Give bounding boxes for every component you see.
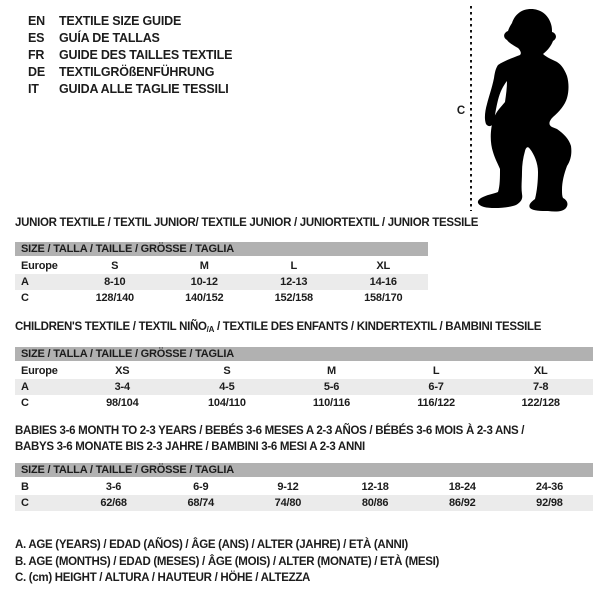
children-table-title xyxy=(15,319,541,338)
size-cell: XS xyxy=(115,365,130,377)
table-row xyxy=(15,479,593,495)
legend-line-a: A. AGE (YEARS) / EDAD (AÑOS) / ÂGE (ANS) / ALTER (JAHRE) / ETÀ (ANNI) xyxy=(15,539,408,551)
toddler-silhouette xyxy=(478,9,571,212)
language-code: EN xyxy=(28,14,45,28)
table-row xyxy=(15,290,428,306)
row-label: C xyxy=(21,292,29,304)
size-cell: M xyxy=(327,365,336,377)
age-cell: 3-4 xyxy=(114,381,130,393)
measurement-legend xyxy=(15,537,439,587)
table-row xyxy=(15,395,593,411)
babies-table-title xyxy=(15,423,524,455)
junior-size-table xyxy=(15,242,428,306)
height-cell: 116/122 xyxy=(417,397,455,409)
age-cell: 24-36 xyxy=(535,481,564,493)
height-cell: 104/110 xyxy=(208,397,246,409)
age-cell: 6-9 xyxy=(193,481,209,493)
row-label: A xyxy=(21,381,29,393)
row-label: C xyxy=(21,497,29,509)
language-code: DE xyxy=(28,65,45,79)
language-title: TEXTILGRÖßENFÜHRUNG xyxy=(59,65,215,79)
row-label: Europe xyxy=(21,260,58,272)
height-cell: 128/140 xyxy=(95,292,134,304)
age-cell: 6-7 xyxy=(428,381,444,393)
height-marker-label: C xyxy=(456,105,466,117)
table-row xyxy=(15,495,593,511)
size-cell: L xyxy=(290,260,298,272)
size-header-bar: SIZE / TALLA / TAILLE / GRÖSSE / TAGLIA xyxy=(15,463,593,477)
legend-line-b: B. AGE (MONTHS) / EDAD (MESES) / ÂGE (MOIS) / ALTER (MONATE) / ETÀ (MESI) xyxy=(15,555,440,568)
age-cell: 10-12 xyxy=(190,276,218,288)
age-cell: 14-16 xyxy=(369,276,397,288)
row-label: A xyxy=(21,276,29,288)
list-item xyxy=(28,64,232,81)
height-cell: 92/98 xyxy=(536,497,563,509)
height-cell: 122/128 xyxy=(521,397,560,409)
babies-size-table xyxy=(15,463,593,511)
size-cell: XL xyxy=(533,365,548,377)
babies-title-line1: BABIES 3-6 MONTH TO 2-3 YEARS / BEBÉS 3-6 MESES A 2-3 AÑOS / BÉBÉS 3-6 MOIS À 2-3 ANS / xyxy=(15,425,525,437)
size-cell: S xyxy=(223,365,231,377)
language-title: GUÍA DE TALLAS xyxy=(59,31,160,45)
row-label: Europe xyxy=(21,365,58,377)
age-cell: 7-8 xyxy=(533,381,549,393)
children-title-post: / TEXTILE DES ENFANTS / KINDERTEXTIL / BAMBINI TESSILE xyxy=(214,321,542,333)
children-title-sub: /A xyxy=(206,325,215,334)
size-cell: M xyxy=(199,260,209,272)
height-cell: 98/104 xyxy=(106,397,139,409)
toddler-silhouette-figure xyxy=(460,0,590,220)
age-cell: 3-6 xyxy=(105,481,122,493)
legend-line-c: C. (cm) HEIGHT / ALTURA / HAUTEUR / HÖHE / ALTEZZA xyxy=(15,572,311,584)
height-cell: 158/170 xyxy=(364,292,403,304)
size-cell: XL xyxy=(376,260,391,272)
language-code: IT xyxy=(28,82,39,96)
list-item xyxy=(28,30,232,47)
children-title-pre: CHILDREN'S TEXTILE / TEXTIL NIÑO xyxy=(15,321,207,333)
list-item xyxy=(28,47,232,64)
height-cell: 110/116 xyxy=(312,397,351,409)
children-size-table xyxy=(15,347,593,411)
age-cell: 8-10 xyxy=(104,276,126,288)
height-cell: 68/74 xyxy=(187,497,215,509)
language-code: ES xyxy=(28,31,45,45)
language-title: TEXTILE SIZE GUIDE xyxy=(59,14,182,28)
row-label: B xyxy=(21,481,29,493)
size-header-bar: SIZE / TALLA / TAILLE / GRÖSSE / TAGLIA xyxy=(15,242,428,256)
row-label: C xyxy=(21,397,29,409)
list-item xyxy=(28,81,232,98)
list-item xyxy=(28,13,232,30)
junior-table-title: JUNIOR TEXTILE / TEXTIL JUNIOR/ TEXTILE JUNIOR / JUNIORTEXTIL / JUNIOR TESSILE xyxy=(15,217,479,229)
height-cell: 86/92 xyxy=(449,497,476,509)
babies-title-line2: BABYS 3-6 MONATE BIS 2-3 JAHRE / BAMBINI 3-6 MESI A 2-3 ANNI xyxy=(15,441,365,453)
language-title-list xyxy=(28,13,232,98)
size-cell: S xyxy=(111,260,119,272)
language-code: FR xyxy=(28,48,45,62)
language-title: GUIDE DES TAILLES TEXTILE xyxy=(59,48,233,62)
size-cell: L xyxy=(432,365,440,377)
height-cell: 74/80 xyxy=(274,497,302,509)
language-title: GUIDA ALLE TAGLIE TESSILI xyxy=(59,82,229,96)
table-row xyxy=(15,258,428,274)
height-cell: 140/152 xyxy=(185,292,224,304)
age-cell: 5-6 xyxy=(323,381,340,393)
height-cell: 152/158 xyxy=(274,292,313,304)
height-cell: 80/86 xyxy=(361,497,389,509)
table-row xyxy=(15,274,428,290)
size-header-bar: SIZE / TALLA / TAILLE / GRÖSSE / TAGLIA xyxy=(15,347,593,361)
age-cell: 4-5 xyxy=(219,381,235,393)
age-cell: 9-12 xyxy=(277,481,299,493)
age-cell: 12-13 xyxy=(280,276,308,288)
table-row xyxy=(15,363,593,379)
age-cell: 12-18 xyxy=(361,481,389,493)
age-cell: 18-24 xyxy=(448,481,476,493)
height-cell: 62/68 xyxy=(100,497,127,509)
table-row xyxy=(15,379,593,395)
